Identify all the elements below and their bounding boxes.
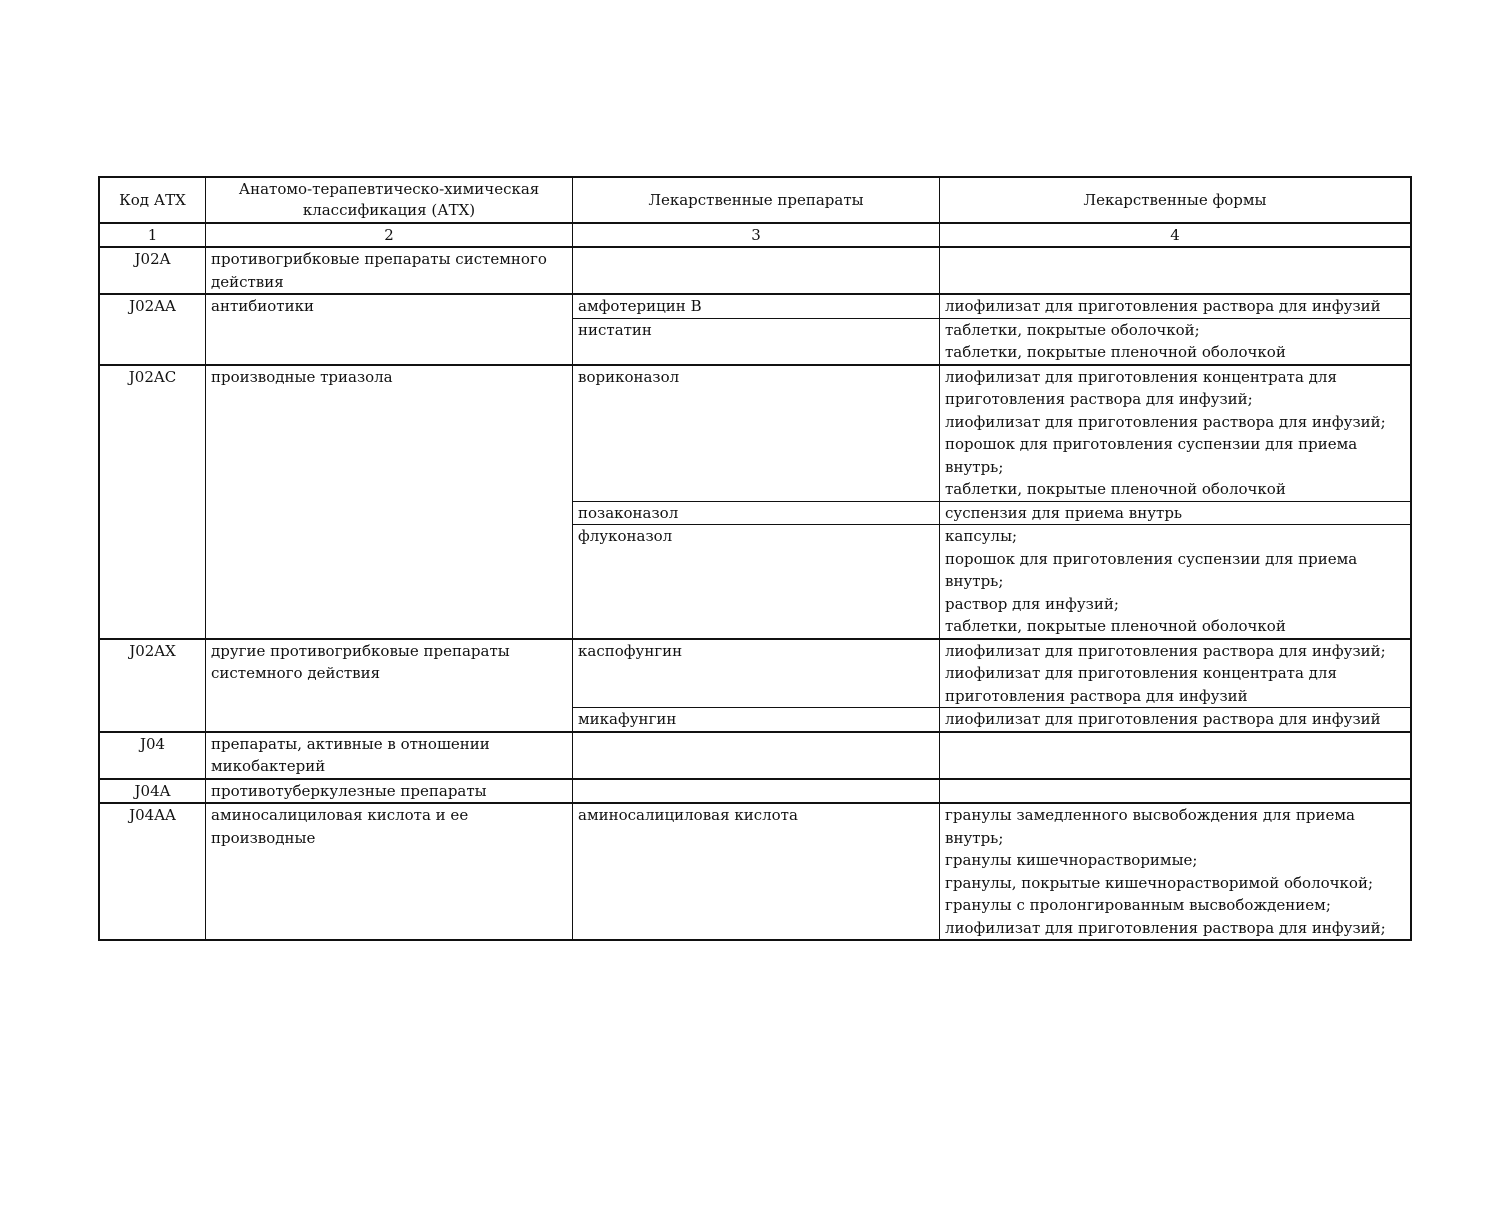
dosage-form: суспензия для приема внутрь — [945, 503, 1183, 522]
atx-code: J02AX — [99, 639, 206, 732]
table-body — [99, 177, 1411, 940]
dosage-form: порошок для приготовления суспензии для приема внутрь; — [945, 549, 1358, 590]
drug-name: микафунгин — [573, 708, 940, 732]
dosage-form: таблетки, покрытые оболочкой; — [945, 320, 1200, 339]
atx-code: J02AA — [99, 294, 206, 365]
drug-name: каспофунгин — [573, 639, 940, 708]
atx-classification: противогрибковые препараты системного действия — [206, 247, 573, 294]
header-classification: Анатомо-терапевтическо-химическая классификация (АТХ) — [206, 177, 573, 223]
atx-code: J02A — [99, 247, 206, 294]
dosage-form: лиофилизат для приготовления концентрата для приготовления раствора для инфузий; — [945, 367, 1337, 408]
dosage-form: таблетки, покрытые пленочной оболочкой — [945, 343, 1286, 361]
atx-code: J04AA — [99, 803, 206, 940]
atx-code: J04A — [99, 779, 206, 804]
dosage-form: лиофилизат для приготовления раствора для инфузий; — [945, 918, 1386, 937]
atx-table — [98, 176, 1412, 941]
drug-name — [573, 779, 940, 804]
atx-classification: производные триазола — [206, 365, 573, 639]
drug-name — [573, 247, 940, 294]
atx-classification: противотуберкулезные препараты — [206, 779, 573, 804]
drug-name: флуконазол — [573, 525, 940, 639]
dosage-forms — [940, 779, 1412, 804]
dosage-forms — [940, 639, 1412, 708]
header-drugs: Лекарственные препараты — [573, 177, 940, 223]
atx-classification: другие противогрибковые препараты системного действия — [206, 639, 573, 732]
atx-classification: аминосалициловая кислота и ее производные — [206, 803, 573, 940]
drug-name: вориконазол — [573, 365, 940, 502]
drug-name: аминосалициловая кислота — [573, 803, 940, 940]
dosage-forms — [940, 501, 1412, 525]
table-row — [99, 247, 1411, 294]
dosage-forms — [940, 803, 1412, 940]
atx-classification: антибиотики — [206, 294, 573, 365]
drug-name: позаконазол — [573, 501, 940, 525]
dosage-forms — [940, 525, 1412, 639]
column-number: 1 — [99, 223, 206, 247]
dosage-form: раствор для инфузий; — [945, 594, 1119, 613]
dosage-form: лиофилизат для приготовления раствора для инфузий; — [945, 641, 1386, 660]
dosage-form: лиофилизат для приготовления раствора для инфузий; — [945, 412, 1386, 431]
header-code: Код АТХ — [99, 177, 206, 223]
dosage-forms — [940, 318, 1412, 365]
header-row — [99, 177, 1411, 223]
atx-code: J04 — [99, 732, 206, 779]
header-forms: Лекарственные формы — [940, 177, 1412, 223]
column-number: 3 — [573, 223, 940, 247]
atx-classification: препараты, активные в отношении микобактерий — [206, 732, 573, 779]
column-number: 2 — [206, 223, 573, 247]
dosage-form: лиофилизат для приготовления концентрата для приготовления раствора для инфузий — [945, 664, 1337, 705]
drug-name: нистатин — [573, 318, 940, 365]
dosage-forms — [940, 732, 1412, 779]
dosage-forms — [940, 294, 1412, 318]
dosage-form: лиофилизат для приготовления раствора для инфузий — [945, 297, 1381, 315]
dosage-form: капсулы; — [945, 527, 1018, 545]
dosage-forms — [940, 708, 1412, 732]
dosage-forms — [940, 247, 1412, 294]
dosage-form: гранулы, покрытые кишечнорастворимой оболочкой; — [945, 873, 1374, 892]
dosage-forms — [940, 365, 1412, 502]
dosage-form: лиофилизат для приготовления раствора для инфузий — [945, 710, 1381, 728]
drug-name — [573, 732, 940, 779]
table-row — [99, 294, 1411, 318]
table-row — [99, 365, 1411, 502]
dosage-form: таблетки, покрытые пленочной оболочкой — [945, 617, 1286, 635]
table-row — [99, 779, 1411, 804]
drug-name: амфотерицин B — [573, 294, 940, 318]
table-row — [99, 803, 1411, 940]
dosage-form: таблетки, покрытые пленочной оболочкой — [945, 480, 1286, 498]
dosage-form: гранулы с пролонгированным высвобождением; — [945, 896, 1331, 914]
dosage-form: порошок для приготовления суспензии для приема внутрь; — [945, 435, 1358, 476]
dosage-form: гранулы замедленного высвобождения для приема внутрь; — [945, 806, 1355, 847]
column-number-row — [99, 223, 1411, 247]
column-number: 4 — [940, 223, 1412, 247]
table-row — [99, 732, 1411, 779]
dosage-form: гранулы кишечнорастворимые; — [945, 851, 1198, 869]
atx-code: J02AC — [99, 365, 206, 639]
table-row — [99, 639, 1411, 708]
